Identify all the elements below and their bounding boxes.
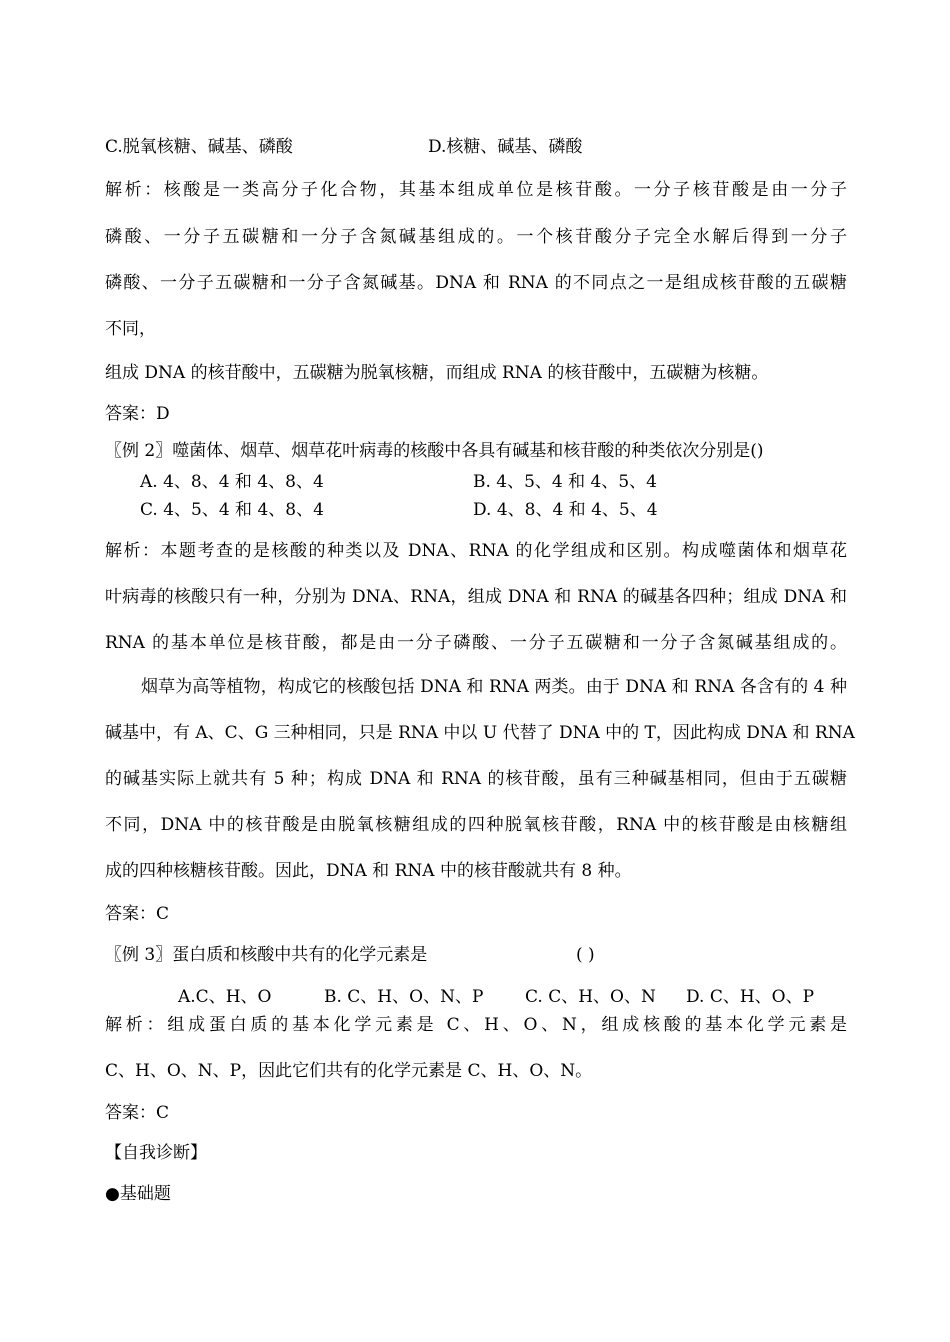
- example-2-option-d: D. 4、8、4 和 4、5、4: [473, 500, 658, 520]
- example-3-option-d: D. C、H、O、P: [686, 987, 815, 1007]
- analysis-2-line-4: 烟草为高等植物，构成它的核酸包括 DNA 和 RNA 两类。由于 DNA 和 RNA 各含有的 4 种: [141, 677, 847, 697]
- example-2-question: 〖例 2〗噬菌体、烟草、烟草花叶病毒的核酸中各具有碱基和核苷酸的种类依次分别是(): [105, 441, 764, 461]
- analysis-1-line-2: 磷酸、一分子五碳糖和一分子含氮碱基组成的。一个核苷酸分子完全水解后得到一分子: [105, 227, 847, 247]
- option-d: D.核糖、碱基、磷酸: [428, 137, 583, 157]
- answer-2: 答案：C: [105, 904, 170, 924]
- self-diagnosis-heading: 【自我诊断】: [105, 1143, 207, 1163]
- analysis-3-line-1: 解析：组成蛋白质的基本化学元素是 C、H、O、N，组成核酸的基本化学元素是: [105, 1015, 848, 1035]
- analysis-1-line-5: 组成 DNA 的核苷酸中，五碳糖为脱氧核糖，而组成 RNA 的核苷酸中，五碳糖为核糖。: [105, 363, 769, 383]
- analysis-1-line-3: 磷酸、一分子五碳糖和一分子含氮碱基。DNA 和 RNA 的不同点之一是组成核苷酸的五碳糖: [105, 273, 847, 293]
- analysis-2-line-6: 的碱基实际上就共有 5 种；构成 DNA 和 RNA 的核苷酸，虽有三种碱基相同，但由于五碳糖: [105, 769, 847, 789]
- answer-3: 答案：C: [105, 1103, 170, 1123]
- example-3-option-a: A.C、H、O: [178, 987, 272, 1007]
- analysis-2-line-5: 碱基中，有 A、C、G 三种相同，只是 RNA 中以 U 代替了 DNA 中的 T，因此构成 DNA 和 RNA: [105, 723, 855, 743]
- example-2-option-b: B. 4、5、4 和 4、5、4: [473, 472, 658, 492]
- example-2-option-c: C. 4、5、4 和 4、8、4: [140, 500, 324, 520]
- example-3-answer-blank: ( ): [576, 945, 595, 965]
- example-3-option-b: B. C、H、O、N、P: [324, 987, 484, 1007]
- basic-questions-heading: ●基础题: [105, 1184, 171, 1204]
- analysis-2-line-8: 成的四种核糖核苷酸。因此，DNA 和 RNA 中的核苷酸就共有 8 种。: [105, 861, 632, 881]
- analysis-2-line-2: 叶病毒的核酸只有一种，分别为 DNA、RNA，组成 DNA 和 RNA 的碱基各四种；组成 DNA 和: [105, 587, 847, 607]
- example-3-question: 〖例 3〗蛋白质和核酸中共有的化学元素是: [105, 945, 428, 965]
- analysis-2-line-1: 解析：本题考查的是核酸的种类以及 DNA、RNA 的化学组成和区别。构成噬菌体和烟草花: [105, 541, 847, 561]
- option-c: C.脱氧核糖、碱基、磷酸: [105, 137, 293, 157]
- analysis-3-line-2: C、H、O、N、P，因此它们共有的化学元素是 C、H、O、N。: [105, 1061, 593, 1081]
- example-3-option-c: C. C、H、O、N: [525, 987, 656, 1007]
- answer-1: 答案：D: [105, 404, 170, 424]
- analysis-1-line-4: 不同，: [105, 319, 156, 339]
- example-2-option-a: A. 4、8、4 和 4、8、4: [140, 472, 324, 492]
- analysis-1-line-1: 解析：核酸是一类高分子化合物，其基本组成单位是核苷酸。一分子核苷酸是由一分子: [105, 180, 847, 200]
- analysis-2-line-7: 不同，DNA 中的核苷酸是由脱氧核糖组成的四种脱氧核苷酸，RNA 中的核苷酸是由核糖组: [105, 815, 847, 835]
- analysis-2-line-3: RNA 的基本单位是核苷酸，都是由一分子磷酸、一分子五碳糖和一分子含氮碱基组成的。: [105, 633, 847, 653]
